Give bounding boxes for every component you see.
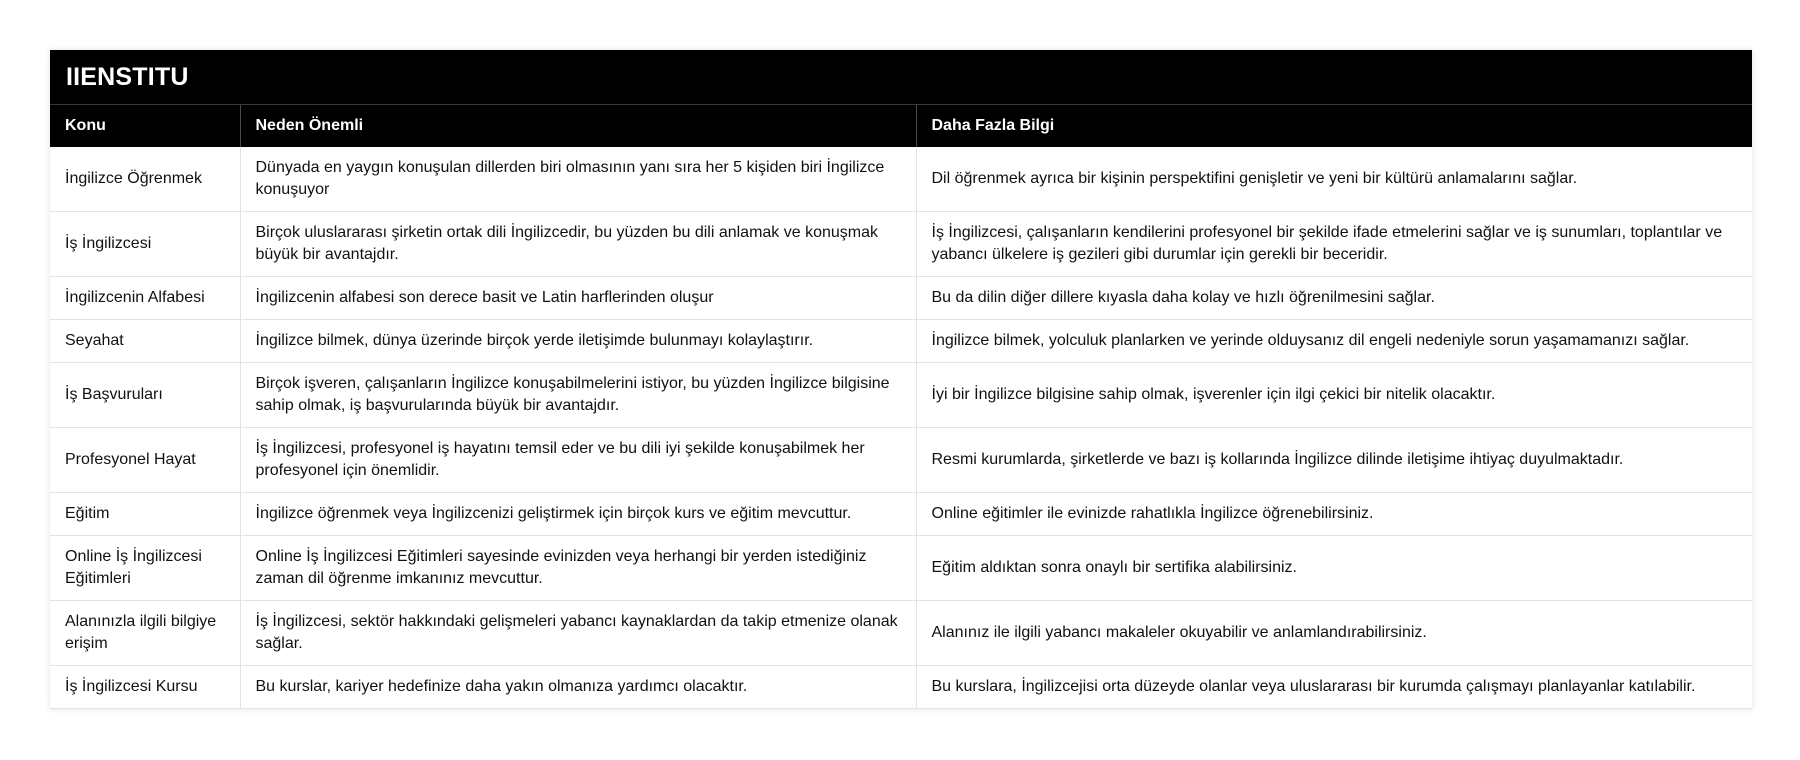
cell-reason: İngilizce bilmek, dünya üzerinde birçok yerde iletişimde bulunmayı kolaylaştırır. — [240, 320, 916, 363]
table-header-row — [50, 105, 1752, 147]
brand-title: IIENSTITU — [50, 50, 1752, 105]
cell-reason: Online İş İngilizcesi Eğitimleri sayesinde evinizden veya herhangi bir yerden istediğiniz zaman dil öğrenme imkanınız mevcuttur. — [240, 536, 916, 601]
table-row — [50, 320, 1752, 363]
cell-more-info: Eğitim aldıktan sonra onaylı bir sertifika alabilirsiniz. — [916, 536, 1752, 601]
cell-reason: Bu kurslar, kariyer hedefinize daha yakın olmanıza yardımcı olacaktır. — [240, 666, 916, 709]
cell-topic: İş Başvuruları — [50, 363, 240, 428]
cell-topic: Eğitim — [50, 493, 240, 536]
table-row — [50, 666, 1752, 709]
cell-more-info: Online eğitimler ile evinizde rahatlıkla İngilizce öğrenebilirsiniz. — [916, 493, 1752, 536]
info-table — [50, 105, 1752, 709]
cell-topic: İngilizce Öğrenmek — [50, 147, 240, 212]
table-row — [50, 536, 1752, 601]
cell-topic: Profesyonel Hayat — [50, 428, 240, 493]
cell-topic: İş İngilizcesi Kursu — [50, 666, 240, 709]
cell-reason: Birçok uluslararası şirketin ortak dili İngilizcedir, bu yüzden bu dili anlamak ve konuşmak büyük bir avantajdır. — [240, 212, 916, 277]
header-daha-fazla-bilgi: Daha Fazla Bilgi — [916, 105, 1752, 147]
cell-topic: Online İş İngilizcesi Eğitimleri — [50, 536, 240, 601]
cell-reason: İngilizcenin alfabesi son derece basit ve Latin harflerinden oluşur — [240, 277, 916, 320]
cell-more-info: Bu kurslara, İngilizcejisi orta düzeyde olanlar veya uluslararası bir kurumda çalışmayı planlayanlar katılabilir. — [916, 666, 1752, 709]
table-row — [50, 147, 1752, 212]
cell-topic: İngilizcenin Alfabesi — [50, 277, 240, 320]
cell-reason: İş İngilizcesi, profesyonel iş hayatını temsil eder ve bu dili iyi şekilde konuşabilmek her profesyonel için önemlidir. — [240, 428, 916, 493]
cell-reason: Birçok işveren, çalışanların İngilizce konuşabilmelerini istiyor, bu yüzden İngilizce bilgisine sahip olmak, iş başvurularında büyük bir avantajdır. — [240, 363, 916, 428]
cell-topic: İş İngilizcesi — [50, 212, 240, 277]
cell-topic: Seyahat — [50, 320, 240, 363]
info-table-card — [50, 50, 1752, 709]
cell-more-info: İngilizce bilmek, yolculuk planlarken ve yerinde olduysanız dil engeli nedeniyle sorun yaşamamanızı sağlar. — [916, 320, 1752, 363]
table-row — [50, 277, 1752, 320]
table-row — [50, 428, 1752, 493]
cell-more-info: Resmi kurumlarda, şirketlerde ve bazı iş kollarında İngilizce dilinde iletişime ihtiyaç duyulmaktadır. — [916, 428, 1752, 493]
table-row — [50, 601, 1752, 666]
cell-topic: Alanınızla ilgili bilgiye erişim — [50, 601, 240, 666]
header-konu: Konu — [50, 105, 240, 147]
cell-more-info: İyi bir İngilizce bilgisine sahip olmak, işverenler için ilgi çekici bir nitelik olacaktır. — [916, 363, 1752, 428]
header-neden-onemli: Neden Önemli — [240, 105, 916, 147]
cell-more-info: Alanınız ile ilgili yabancı makaleler okuyabilir ve anlamlandırabilirsiniz. — [916, 601, 1752, 666]
cell-reason: İngilizce öğrenmek veya İngilizcenizi geliştirmek için birçok kurs ve eğitim mevcuttur. — [240, 493, 916, 536]
cell-reason: İş İngilizcesi, sektör hakkındaki gelişmeleri yabancı kaynaklardan da takip etmenize olanak sağlar. — [240, 601, 916, 666]
table-row — [50, 363, 1752, 428]
cell-more-info: Bu da dilin diğer dillere kıyasla daha kolay ve hızlı öğrenilmesini sağlar. — [916, 277, 1752, 320]
cell-more-info: Dil öğrenmek ayrıca bir kişinin perspektifini genişletir ve yeni bir kültürü anlamalarını sağlar. — [916, 147, 1752, 212]
cell-more-info: İş İngilizcesi, çalışanların kendilerini profesyonel bir şekilde ifade etmelerini sağlar ve iş sunumları, toplantılar ve yabancı ülkelere iş gezileri gibi durumlar için gerekli bir beceridir. — [916, 212, 1752, 277]
table-row — [50, 212, 1752, 277]
table-row — [50, 493, 1752, 536]
cell-reason: Dünyada en yaygın konuşulan dillerden biri olmasının yanı sıra her 5 kişiden biri İngilizce konuşuyor — [240, 147, 916, 212]
